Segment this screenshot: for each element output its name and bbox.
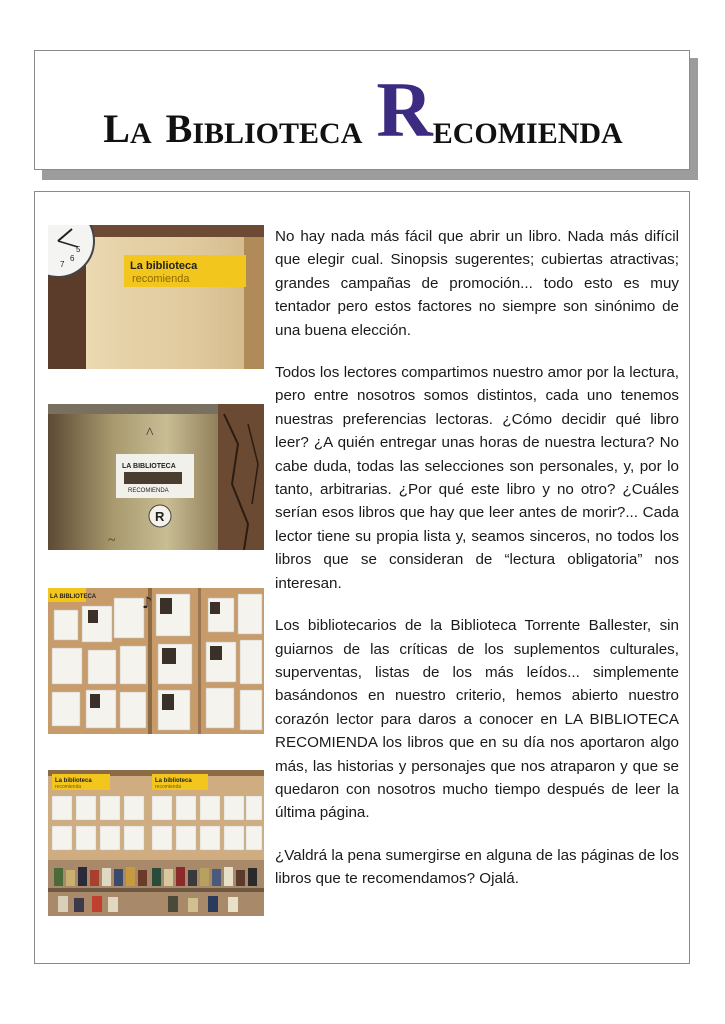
photo-display-panel [48,588,264,734]
title-initial-l: L [103,106,130,151]
header-box [34,50,690,170]
photo4-sign-right-line2: recomienda [155,784,182,790]
title-rest-a: A [129,117,152,150]
clock-digit-3: 5 [76,245,81,254]
clock-digit-2: 6 [70,254,75,263]
photo2-sign-line1: LA BIBLIOTECA [122,463,176,470]
photo4-sign-left-line1: La biblioteca [55,778,92,784]
photo1-sign-line2: recomienda [132,273,190,285]
photo2-sign-line2: RECOMIENDA [128,488,169,494]
page-title [45,66,681,153]
paragraph-4: ¿Valdrá la pena sumergirse en alguna de las páginas de los libros que te recomendamos? Ojalá. [275,846,679,888]
photo2-letter: R [155,509,165,524]
photo-library-sign [48,225,264,369]
photo-book-spine [48,404,264,550]
photo-display-shelf [48,770,264,916]
photo3-corner-label: LA BIBLIOTECA [50,594,97,600]
title-rest-recomienda: ECOMIENDA [432,117,623,150]
title-rest-biblioteca: IBLIOTECA [192,117,363,150]
body-text [275,225,679,910]
paragraph-3: Los bibliotecarios de la Biblioteca Torrente Ballester, sin guiarnos de las críticas de los suplementos culturales, superventas, listas de los más leídos... simplemente basándonos en nuestro criterio, hemos abierto nuestro corazón lector para daros a conocer en LA BIBLIOTECA RECOMIENDA los libros que en su día nos aportaron algo más, las historias y personajes que nos atraparon y que se quedaron con nosotros mucho tiempo después de leer la última página. [275,617,679,822]
photo4-sign-left-line2: recomienda [55,784,82,790]
title-initial-r: R [376,66,433,153]
title-initial-b: B [165,106,193,151]
photo4-sign-right-line1: La biblioteca [155,778,192,784]
content-box [34,191,690,964]
paragraph-1: No hay nada más fácil que abrir un libro. Nada más difícil que elegir cual. Sinopsis sugerentes; cubiertas atractivas; grandes campañas de promoción... todo esto es muy tentador pero estos factores no siempre son sinónimo de una buena elección. [275,228,679,339]
svg-text:^: ^ [146,425,154,442]
paragraph-2: Todos los lectores compartimos nuestro amor por la lectura, pero entre nosotros somos distintos, cada uno tenemos nuestras preferencias lectoras. ¿Cómo decidir qué libro leer? ¿A quién entregar unas horas de nuestra lectura? No cabe duda, todas las selecciones son personales, y, por lo tanto, arbitrarias. ¿Por qué este libro y no otro? ¿Cuáles serían esos libros que hay que leer antes de morir?... Cada lector tiene su propia lista y, seamos sinceros, no todos los libros que se consideran de “lectura obligatoria” nos interesan. [275,364,679,592]
svg-text:~: ~ [108,533,116,548]
clock-digit-1: 7 [60,260,65,269]
photo1-sign-line1: La biblioteca [130,260,198,272]
svg-text:♪: ♪ [142,593,153,612]
